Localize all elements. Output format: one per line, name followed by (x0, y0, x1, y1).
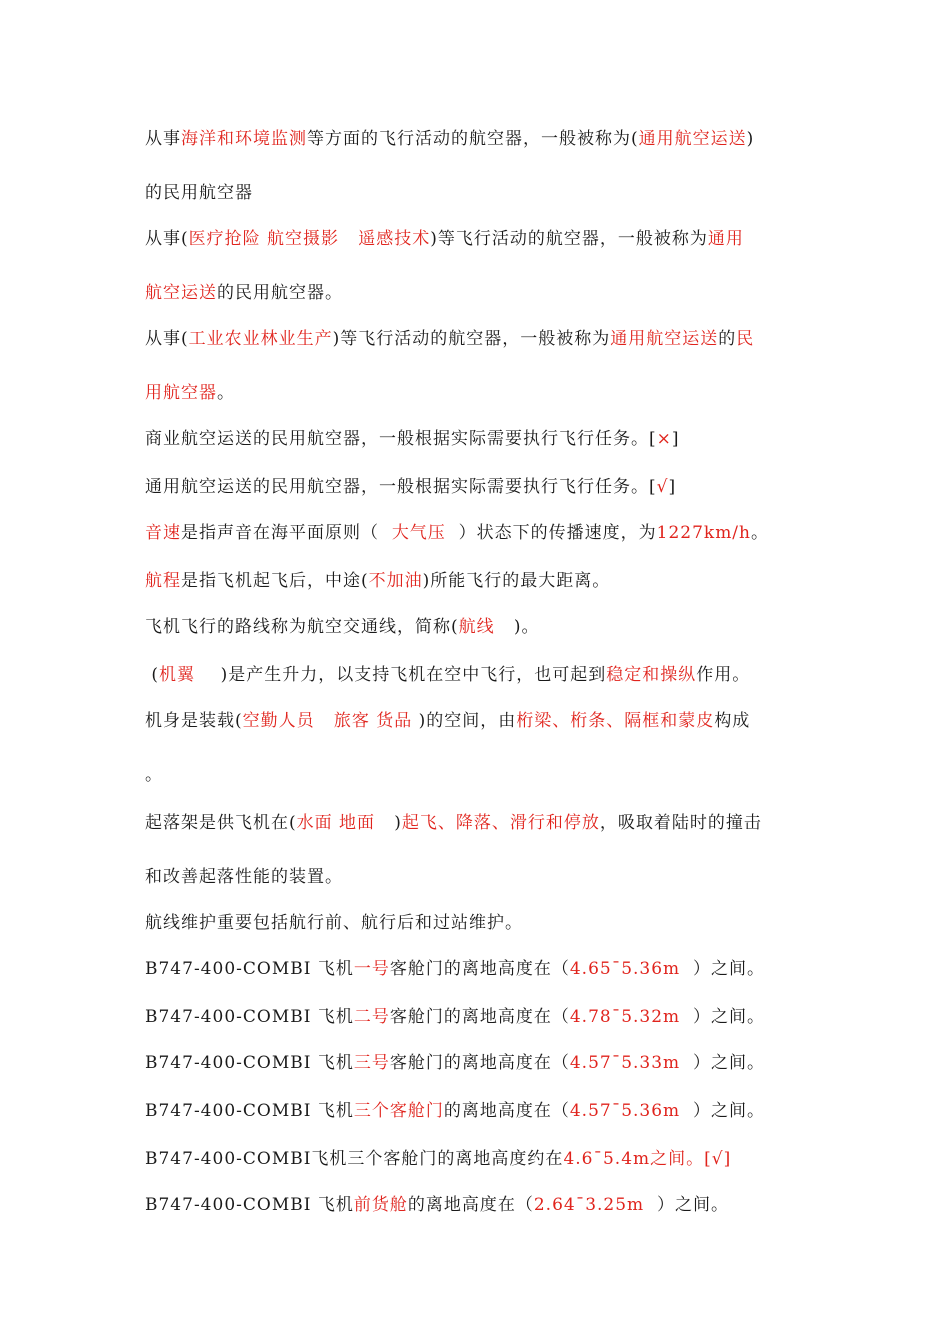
highlighted-text: 航空运送 (145, 283, 217, 303)
body-text: )是产生升力，以支持飞机在空中飞行，也可起到 (195, 665, 607, 685)
body-text: ] (668, 477, 677, 497)
body-text: 是指飞机起飞后，中途( (181, 571, 369, 591)
body-text: 作用。 (696, 665, 751, 685)
highlighted-text: 4.78¯5.32m (569, 1007, 681, 1027)
text-line (145, 570, 610, 592)
highlighted-text: 1227km/h (656, 523, 751, 543)
highlighted-text: × (656, 429, 672, 449)
text-line (145, 958, 765, 980)
highlighted-text: 机翼 (159, 665, 196, 685)
text-line (145, 476, 676, 498)
highlighted-text: 稳定和操纵 (606, 665, 697, 685)
text-line (145, 1052, 765, 1074)
body-text: 飞机飞行的路线称为航空交通线，简称( (145, 617, 459, 637)
highlighted-text: 2.64¯3.25m (533, 1195, 645, 1215)
highlighted-text: √ (656, 477, 669, 497)
body-text: B747-400-COMBI 飞机 (145, 959, 354, 979)
body-text: ) (746, 129, 755, 149)
body-text: )。 (494, 617, 540, 637)
body-text: B747-400-COMBI飞机三个客舱门的离地高度约在 (145, 1149, 564, 1169)
body-text: ）之间。 (680, 959, 765, 979)
body-text: ) (375, 813, 402, 833)
highlighted-text: 起飞、降落、滑行和停放 (401, 813, 600, 833)
text-line (145, 866, 343, 888)
text-line (145, 616, 539, 638)
body-text: 。 (751, 523, 769, 543)
text-line (145, 912, 523, 934)
highlighted-text: 前货舱 (353, 1195, 408, 1215)
body-text: ，吸取着陆时的撞击 (599, 813, 762, 833)
body-text: 从事( (145, 329, 189, 349)
text-line (145, 182, 253, 204)
highlighted-text: 空勤人员 旅客 货品 (242, 711, 413, 731)
body-text: 的民用航空器 (145, 183, 253, 203)
body-text: 从事( (145, 229, 189, 249)
highlighted-text: 医疗抢险 航空摄影 遥感技术 (188, 229, 431, 249)
body-text: )的空间，由 (412, 711, 517, 731)
body-text: 商业航空运送的民用航空器，一般根据实际需要执行飞行任务。[ (145, 429, 657, 449)
body-text: 是指声音在海平面原则（ (181, 523, 392, 543)
body-text: 的 (718, 329, 737, 349)
text-line (145, 1148, 731, 1170)
highlighted-text: 大气压 (391, 523, 446, 543)
body-text: 航线维护重要包括航行前、航行后和过站维护。 (145, 913, 523, 933)
body-text: ）状态下的传播速度，为 (445, 523, 657, 543)
highlighted-text: 用航空器 (145, 383, 217, 403)
highlighted-text: 航线 (458, 617, 495, 637)
highlighted-text: 航程 (145, 571, 181, 591)
body-text: )等飞行活动的航空器，一般被称为 (332, 329, 611, 349)
highlighted-text: 工业农业林业生产 (188, 329, 333, 349)
body-text: ）之间。 (680, 1053, 765, 1073)
body-text: ）之间。 (680, 1101, 765, 1121)
body-text: B747-400-COMBI 飞机 (145, 1195, 354, 1215)
body-text: 和改善起落性能的装置。 (145, 867, 343, 887)
body-text: 客舱门的离地高度在（ (389, 1053, 570, 1073)
highlighted-text: 音速 (145, 523, 181, 543)
body-text: 起落架是供飞机在( (145, 813, 297, 833)
highlighted-text: 4.65¯5.36m (569, 959, 681, 979)
text-line (145, 1100, 765, 1122)
body-text: 机身是装载( (145, 711, 243, 731)
highlighted-text: 通用航空运送 (638, 129, 747, 149)
text-line (145, 228, 744, 250)
text-line (145, 428, 680, 450)
body-text: ( (145, 665, 160, 685)
body-text: 客舱门的离地高度在（ (389, 959, 570, 979)
body-text: B747-400-COMBI 飞机 (145, 1007, 354, 1027)
body-text: )等飞行活动的航空器，一般被称为 (430, 229, 708, 249)
body-text: 的民用航空器。 (217, 283, 343, 303)
text-line (145, 664, 750, 686)
highlighted-text: 不加油 (368, 571, 423, 591)
highlighted-text: 通用航空运送 (610, 329, 719, 349)
body-text: ] (671, 429, 680, 449)
body-text: 从事 (145, 129, 181, 149)
highlighted-text: 三个客舱门 (353, 1101, 444, 1121)
body-text: ）之间。 (644, 1195, 729, 1215)
text-line (145, 522, 769, 544)
text-line (145, 282, 343, 304)
highlighted-text: 水面 地面 (296, 813, 376, 833)
text-line (145, 812, 762, 834)
highlighted-text: 三号 (353, 1053, 390, 1073)
body-text: 的离地高度在（ (443, 1101, 570, 1121)
text-line (145, 764, 163, 786)
highlighted-text: 4.57¯5.33m (569, 1053, 681, 1073)
body-text: ）之间。 (680, 1007, 765, 1027)
text-line (145, 710, 750, 732)
highlighted-text: 二号 (353, 1007, 390, 1027)
highlighted-text: 桁梁、桁条、隔框和蒙皮 (516, 711, 715, 731)
body-text: 构成 (714, 711, 751, 731)
body-text: )所能飞行的最大距离。 (422, 571, 611, 591)
body-text: 等方面的飞行活动的航空器，一般被称为( (307, 129, 639, 149)
body-text: 。 (217, 383, 235, 403)
highlighted-text: 4.6¯5.4m之间。[√] (563, 1149, 732, 1169)
text-line (145, 128, 754, 150)
text-line (145, 1006, 765, 1028)
body-text: 的离地高度在（ (407, 1195, 534, 1215)
body-text: B747-400-COMBI 飞机 (145, 1053, 354, 1073)
text-line (145, 328, 754, 350)
highlighted-text: 民 (736, 329, 755, 349)
highlighted-text: 海洋和环境监测 (181, 129, 307, 149)
body-text: B747-400-COMBI 飞机 (145, 1101, 354, 1121)
body-text: 客舱门的离地高度在（ (389, 1007, 570, 1027)
highlighted-text: 通用 (707, 229, 744, 249)
highlighted-text: 一号 (353, 959, 390, 979)
text-line (145, 382, 235, 404)
body-text: 。 (145, 765, 163, 785)
highlighted-text: 4.57¯5.36m (569, 1101, 681, 1121)
body-text: 通用航空运送的民用航空器，一般根据实际需要执行飞行任务。[ (145, 477, 657, 497)
text-line (145, 1194, 729, 1216)
